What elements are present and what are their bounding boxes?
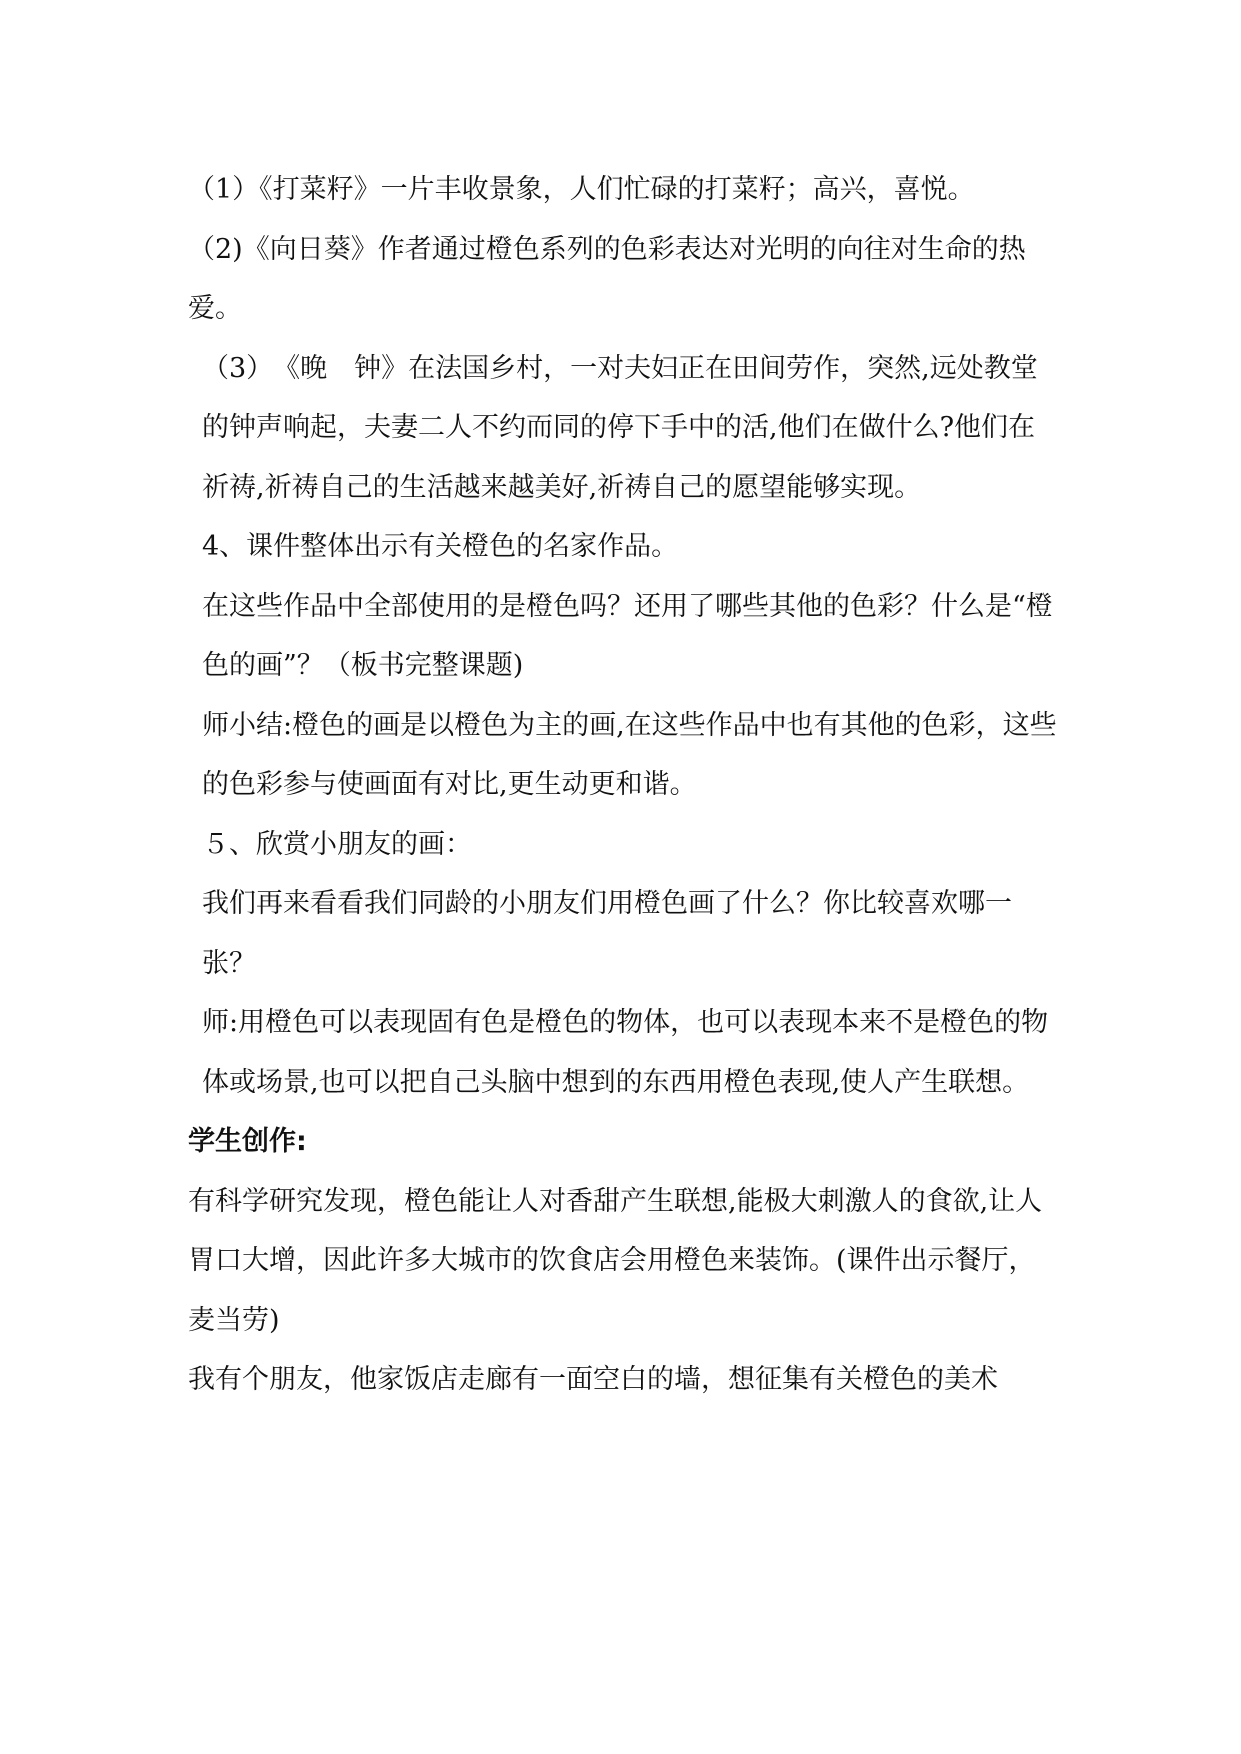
paragraph-painting-3: （3） 《晚 钟》在法国乡村，一对夫妇正在田间劳作，突然,远处教堂的钟声响起，夫妻二人不约而同的停下手中的活,他们在做什么?他们在祈祷,祈祷自己的生活越来越美好,祈祷自己的愿望能够实现。 [202, 352, 1038, 503]
paragraph-painting-1: （1）《打菜籽》一片丰收景象，人们忙碌的打菜籽；高兴，喜悦。 [188, 174, 975, 205]
paragraph-question: 在这些作品中全部使用的是橙色吗？还用了哪些其他的色彩？什么是“橙色的画”？（板书完整课题) [202, 590, 1053, 681]
paragraph-friend: 我有个朋友，他家饭店走廊有一面空白的墙，想征集有关橙色的美术 [188, 1364, 998, 1395]
section-heading: 学生创作: [188, 1126, 307, 1157]
paragraph-step-5: ５、欣赏小朋友的画： [202, 828, 472, 860]
document-body [188, 160, 1058, 1410]
paragraph-research: 有科学研究发现，橙色能让人对香甜产生联想,能极大刺激人的食欲,让人胃口大增，因此许多大城市的饮食店会用橙色来装饰。(课件出示餐厅，麦当劳) [188, 1185, 1043, 1336]
paragraph-teacher-summary: 师小结:橙色的画是以橙色为主的画,在这些作品中也有其他的色彩，这些的色彩参与使画面有对比,更生动更和谐。 [202, 709, 1057, 800]
paragraph-painting-2: （2)《向日葵》作者通过橙色系列的色彩表达对光明的向往对生命的热爱。 [188, 233, 1026, 324]
paragraph-teacher-note: 师:用橙色可以表现固有色是橙色的物体，也可以表现本来不是橙色的物体或场景,也可以把自己头脑中想到的东西用橙色表现,使人产生联想。 [202, 1007, 1049, 1098]
paragraph-step-4: 4、课件整体出示有关橙色的名家作品。 [202, 531, 679, 562]
paragraph-children-paintings: 我们再来看看我们同龄的小朋友们用橙色画了什么？你比较喜欢哪一张？ [202, 888, 1012, 979]
